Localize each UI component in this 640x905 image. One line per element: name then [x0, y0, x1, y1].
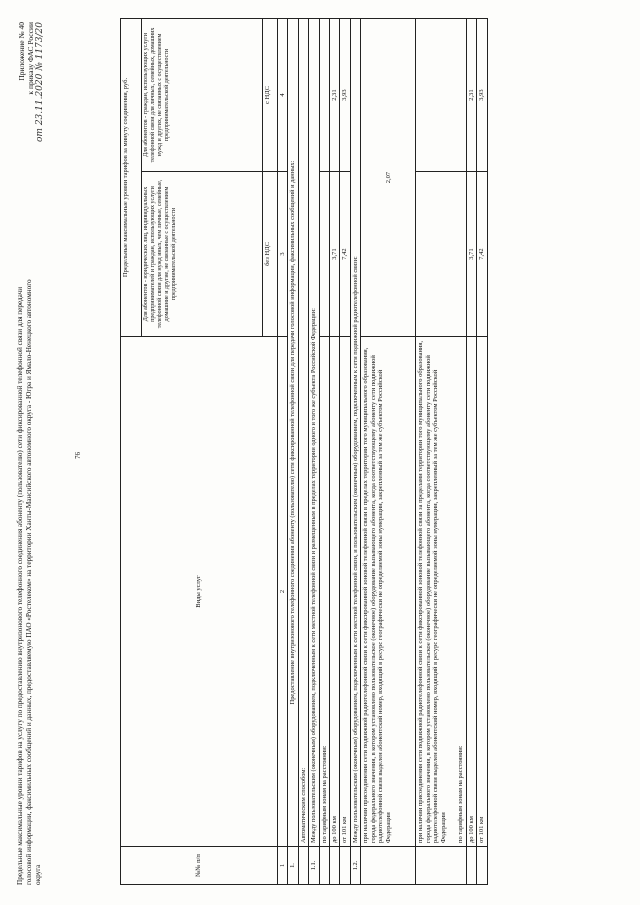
zones-label: по тарифным зонам на расстоянии: [457, 745, 465, 843]
row-number: 1. [288, 847, 298, 885]
row-text: до 100 км [330, 337, 340, 847]
column-number: 4 [278, 18, 288, 171]
table-row [330, 18, 340, 884]
document-title: Предельные максимальные уровни тарифов на услугу по предоставлению внутризонового телефонного соединения абоненту (пользователю) сети фиксированной телефонной связи для передачи голосовой информации, факсимильных сообщений и данных, предоставляемую ПАО «Ростелеком» на территории Ханты-Мансийского автономного округа - Югра и Ямало-Ненецкого автономного округа [16, 279, 42, 885]
table-row [319, 18, 329, 884]
row-number: 1.2. [350, 847, 360, 885]
page-number: 76 [74, 452, 82, 459]
column-number: 1 [278, 847, 288, 885]
row-text: Между пользовательским (оконечным) оборудованием, подключенным к сети местной телефонной связи и размещенным в пределах территории одного и того же субъекта Российской Федерации: [309, 18, 319, 846]
tariff-value: 2,07 [361, 18, 416, 336]
tariff-value: 7,42 [477, 172, 487, 337]
col-header-number: №№ п/п [121, 847, 278, 885]
tariff-value: 2,31 [466, 18, 476, 171]
table-row [416, 18, 466, 884]
table-row [361, 18, 416, 884]
row-number: 1.1. [309, 847, 319, 885]
table-row [309, 18, 319, 884]
col-header-service: Виды услуг [121, 337, 278, 847]
tariff-value: 3,71 [330, 172, 340, 337]
col-header-tariff-group: Предельные максимальные уровни тарифов за минуту соединения, руб. [121, 18, 142, 336]
tariff-value: 7,42 [340, 172, 350, 337]
vat-included-label: с НДС [263, 18, 278, 171]
row-text: по тарифным зонам на расстоянии: [319, 337, 329, 847]
row-text: от 101 км [340, 337, 350, 847]
row-text: Предоставление внутризонового телефонного соединения абоненту (пользователю) сети фиксированной телефонной связи для передачи голосовой информации, факсимильных сообщений и данных: [288, 18, 298, 846]
table-row [121, 18, 142, 884]
row-text: при наличии присоединения сети подвижной радиотелефонной связи к сети фиксированной зоновой телефонной связи в пределах территории того муниципального образования, города федерального значения, в котором установлено пользовательское (оконечное) оборудование вызывающего абонента, когда соответствующему абоненту сети подвижной радиотелефонной связи выделен абонентский номер, входящий в ресурс географически не определяемой зоны нумерации, закрепленный за тем же субъектом Российской Федерации [361, 337, 416, 847]
tariff-value: 2,31 [330, 18, 340, 171]
table-row [477, 18, 487, 884]
row-text [416, 337, 466, 847]
col-header-legal-entities: Для абонентов - юридических лиц, индивидуальных предпринимателей и граждан, использующих услуги телефонной связи для нужд иных, чем личные, семейные, домашние и другие, не связанные с осуществлением предпринимательской деятельности [142, 172, 263, 337]
column-number: 2 [278, 337, 288, 847]
tariff-table [120, 18, 488, 885]
table-row [466, 18, 476, 884]
table-row [298, 18, 308, 884]
table-row [340, 18, 350, 884]
order-date: от 23.11.2020 № 1173/20 [35, 22, 46, 142]
order-reference: к приказу ФАС России [25, 22, 35, 95]
col-header-individuals: Для абонентов - граждан, использующих услуги телефонной связи для личных, семейных, домашних нужд и других, не связанных с осуществлением предпринимательской деятельности [142, 18, 263, 171]
tariff-value: 3,71 [466, 172, 476, 337]
tariff-value: 3,93 [477, 18, 487, 171]
vat-excluded-label: без НДС [263, 172, 278, 337]
row-text: Между пользовательским (оконечным) оборудованием, подключенным к сети местной телефонной связи, и пользовательским (оконечным) оборудованием, подключенным к сети подвижной радиотелефонной связи: [350, 18, 360, 846]
appendix-header [18, 22, 46, 142]
tariff-value: 3,93 [340, 18, 350, 171]
table-row [350, 18, 360, 884]
row-text: от 101 км [477, 337, 487, 847]
row-text: до 100 км [466, 337, 476, 847]
table-row [288, 18, 298, 884]
table-row [278, 18, 288, 884]
row-text: Автоматическим способом: [298, 18, 308, 846]
condition-text: при наличии присоединения сети подвижной радиотелефонной связи к сети фиксированной зоновой телефонной связи за пределами территории того муниципального образования, города федерального значения, в котором установлено пользовательское (оконечное) оборудование вызывающего абонента, когда соответствующему абоненту сети подвижной радиотелефонной связи выделен абонентский номер, входящий в ресурс географически не определяемой зоны нумерации, закрепленный за тем же субъектом Российской Федерации [417, 340, 447, 843]
appendix-number: Приложение № 40 [17, 22, 26, 81]
column-number: 3 [278, 172, 288, 337]
